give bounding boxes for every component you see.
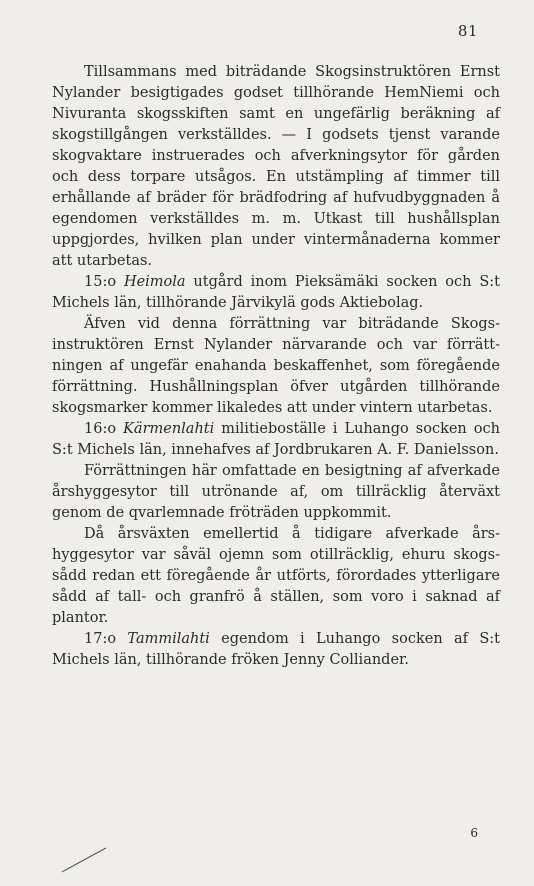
text-body bbox=[52, 62, 500, 671]
item-number: 17:o bbox=[84, 631, 128, 647]
property-name: Kärmenlahti bbox=[123, 421, 215, 437]
paragraph-6: Då årsväxten emellertid å tidigare afverkade årshyggesytor var såväl ojemn som otillräcklig, ehuru skogssådd redan ett föregående år utförts, förordades ytterligare sådd af tall- och granfrö å ställen, som voro i saknad af plantor. bbox=[52, 526, 500, 626]
signature-mark: 6 bbox=[470, 826, 478, 840]
pen-mark-icon bbox=[60, 844, 110, 874]
paragraph-7-heading bbox=[52, 629, 500, 671]
paragraph-text: militieboställe i Luhango socken och S:t Michels län, innehafves af Jordbrukaren A. F. Danielsson. bbox=[52, 421, 500, 458]
paragraph-2-heading bbox=[52, 272, 500, 314]
page-number: 81 bbox=[457, 22, 478, 40]
item-number: 16:o bbox=[84, 421, 124, 437]
paragraph-4-heading bbox=[52, 419, 500, 461]
paragraph-3: Äfven vid denna förrättning var biträdande Skogsinstruktören Ernst Nylander närvarande och var förrättningen af ungefär enahanda beskaffenhet, som föregående förrättning. Hushållningsplan öfver utgården tillhörande skogsmarker kommer likaledes att under vintern utarbetas. bbox=[52, 316, 500, 416]
property-name: Heimola bbox=[123, 274, 186, 290]
property-name: Tammilahti bbox=[127, 631, 210, 647]
paragraph-1: Tillsammans med biträdande Skogsinstruktören Ernst Nylander besigtigades godset tillhörande HemNiemi och Nivuranta skogsskiften samt en ungefärlig beräkning af skogstillgången verkställdes. — I godsets tjenst varande skogvaktare instruerades och afverkningsytor för gården och dess torpare utsågos. En utstämpling af timmer till erhållande af bräder för brädfodring af hufvudbyggnaden å egendomen verkställdes m. m. Utkast till hushållsplan uppgjordes, hvilken plan under vintermånaderna kommer att utarbetas. bbox=[52, 64, 500, 269]
paragraph-text: egendom i Luhango socken af S:t Michels län, tillhörande fröken Jenny Colliander. bbox=[52, 631, 500, 668]
paragraph-text: utgård inom Pieksämäki socken och S:t Michels län, tillhörande Järvikylä gods Aktiebolag. bbox=[52, 274, 500, 311]
paragraph-5: Förrättningen här omfattade en besigtning af afverkade årshyggesytor till utrönande af, om tillräcklig återväxt genom de qvarlemnade fröträden uppkommit. bbox=[52, 463, 500, 521]
item-number: 15:o bbox=[84, 274, 124, 290]
